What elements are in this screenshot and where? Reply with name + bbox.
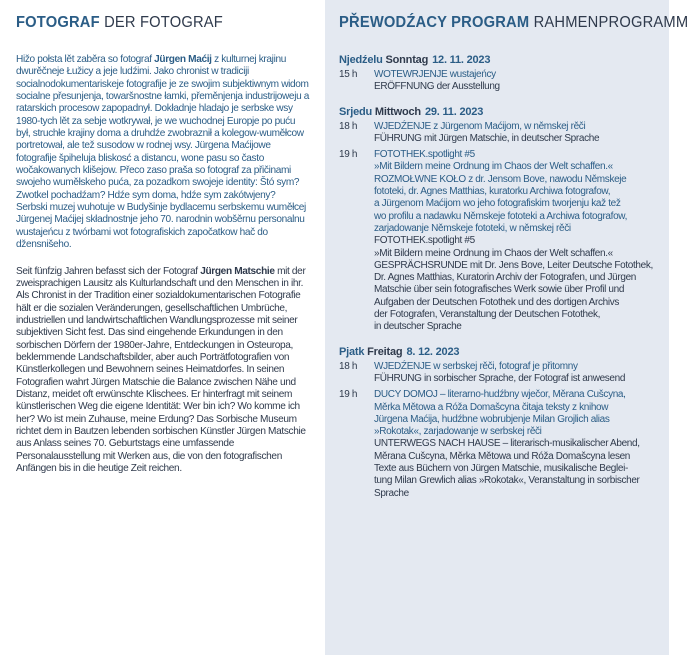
right-title-german: RAHMENPROGRAMM: [533, 14, 688, 31]
event-line-german: ERÖFFNUNG der Ausstellung: [374, 81, 500, 93]
german-text-before: Seit fünfzig Jahren befasst sich der Fotograf: [16, 265, 201, 277]
day-heading: [339, 54, 659, 66]
right-section-title: [339, 14, 688, 32]
event-line-sorbian: Měrka Mětowa a Róža Domašcyna čitaja teksty z knihow: [374, 401, 609, 413]
day-date: 12. 11. 2023: [432, 54, 491, 66]
event-line-sorbian: zarjadowanje Němskeje fototeki, w němskej rěči: [374, 222, 571, 234]
event-line-german: Měrana Cušcyna, Měrka Mětowa und Róža Domašcyna lesen: [374, 450, 631, 462]
program-event: [339, 389, 659, 500]
event-line-german: in deutscher Sprache: [374, 321, 462, 333]
event-line-sorbian: ROZMOŁWNE KOŁO z dr. Jensom Bove, nawodu Němskeje: [374, 173, 627, 185]
event-line-german: FOTOTHEK.spotlight #5: [374, 235, 475, 247]
sorbian-text-after: z kulturnej krajinu dwurěčneje Łužicy a jeje ludźimi. Jako chronist w tradiciji socialnodokumentariskeje fotografije je ze swojim subjektiwnym widom socialne přesunjenja, towaršnostne łamki, přeměnjenja industrijoweju a ratarskich procesow zapopadnył. Dokładnje hladajo je serbske wsy 1980-tych lět za sebje wotkrywał, je we wuchodnej Europje po puću był, struchłe krajiny doma a druhdźe zwobraznił a kolegow-wuměłcow portretował, ale tež susodow w rodnej wsy. Jürgena Maćijowe fotografije špiheluja bliskosć a distancu, wone pasu so často wočakowanych klišejow. Přeco zaso praša so fotograf za přičinami swojeho wuměłskeho puća, za pozadkom swojeje identity: Štó sym? Zwotkel pochadźam? Hdźe sym doma, hdźe sym zakótwjeny?: [16, 54, 310, 201]
day-date: 29. 11. 2023: [424, 105, 484, 118]
event-description: [374, 389, 659, 500]
sorbian-text-before: Hižo połsta lět zaběra so fotograf: [16, 54, 155, 65]
event-line-sorbian: a Jürgenom Maćijom wo jeho fotografiskim tworjenju kaž tež: [374, 198, 621, 210]
event-line-german: Matschie über sein fotografisches Werk sowie über Profil und: [374, 284, 625, 296]
event-line-sorbian: fototeki, dr. Agnes Matthias, kuratorku Archiwa fotografow,: [374, 186, 611, 198]
left-title-german: DER FOTOGRAF: [104, 14, 223, 31]
german-text-after: mit der zweisprachigen Lausitz als Kulturlandschaft und den Menschen in ihr. Als Chronist in der Tradition einer sozialdokumentarischen Fotografie hält er die sozialen Veränderungen, gesellschaftlichen Umbrüche, industriellen und landwirtschaftlichen Wandlungsprozesse mit seiner subjektiven Sicht fest. Das sind eingehende Erkundungen in den sorbischen Dörfern der 1980er-Jahre, Entdeckungen in Osteuropa, beklemmende Landschaftsbilder, aber auch Porträtfotografien von Künstlerkollegen und Bewohnern seines Heimatdorfes. In seinen Fotografien wahrt Jürgen Matschie die Balance zwischen Nähe und Distanz, meidet oft erwünschte Klischees. Er hinterfragt mit seinem künstlerischen Weg die eigene Identität: Wer bin ich? Wo komme ich her? Wo ist mein Zuhause, meine Erdung? Das Sorbische Museum richtet dem in Bautzen lebenden sorbischen Künstler Jürgen Matschie aus Anlass seines 70. Geburtstags eine umfassende Personalausstellung mit Werken aus, die von den fotografischen Anfängen bis in die heutige Zeit reichen.: [16, 265, 306, 474]
event-line-sorbian: »Mit Bildern meine Ordnung im Chaos der Welt schaffen.«: [374, 161, 613, 173]
sorbian-photographer-name: Jürgen Maćij: [154, 54, 212, 65]
event-time: 18 h: [339, 120, 358, 132]
day-name-sorbian: Pjatk: [339, 345, 365, 358]
event-time: 19 h: [339, 149, 358, 161]
event-line-sorbian: wo profilu a nadawku Němskeje fototeki a Archiwa fotografow,: [374, 210, 628, 222]
event-line-sorbian: DUCY DOMOJ – literarno-hudźbny wječor, Měrana Cušcyna,: [374, 389, 626, 401]
event-line-sorbian: Jürgena Maćija, hudźbne wobrubjenje Milan Grojlich alias: [374, 413, 610, 425]
event-description: [374, 121, 659, 146]
left-section-title: [16, 14, 287, 32]
event-description: [374, 69, 659, 94]
event-line-german: der Fotografen, Veranstaltung der Deutschen Fotothek,: [374, 309, 601, 321]
program-event: [339, 361, 659, 386]
german-photographer-name: Jürgen Matschie: [200, 265, 275, 277]
day-date: 8. 12. 2023: [406, 345, 460, 358]
event-line-sorbian: WOTEWRJENJE wustajeńcy: [374, 69, 496, 80]
right-column: [325, 0, 688, 655]
program-event: [339, 121, 659, 146]
day-heading: [339, 106, 659, 118]
event-line-german: Aufgaben der Deutschen Fotothek und des dortigen Archivs: [374, 296, 620, 308]
program-day: [339, 346, 659, 500]
event-description: [374, 149, 659, 333]
event-time: 19 h: [339, 389, 358, 401]
left-title-sorbian: FOTOGRAF: [16, 14, 100, 31]
event-line-sorbian: WJEDŹENJE w serbskej rěči, fotograf je přitomny: [374, 360, 578, 372]
left-column: [0, 0, 325, 655]
program-day: [339, 54, 659, 94]
day-heading: [339, 346, 659, 358]
sorbian-text-museum: Serbski muzej wuhotuje w Budyšinje bydlacemu serbskemu wuměłcej Jürgenej Maćijej składnostnje jeho 70. narodnin wobšěrnu personalnu wustajeńcu z twórbami wot fotografiskich započatkow hač do džensnišeho.: [16, 202, 306, 251]
event-line-sorbian: FOTOTHEK.spotlight #5: [374, 149, 475, 161]
day-name-sorbian: Njedźelu: [339, 54, 383, 66]
event-line-german: Sprache: [374, 487, 409, 499]
event-line-german: Dr. Agnes Matthias, Kuratorin Archiv der Fotografen, und Jürgen: [374, 272, 636, 284]
program-day: [339, 106, 659, 334]
event-line-german: UNTERWEGS NACH HAUSE – literarisch-musikalischer Abend,: [374, 438, 640, 450]
program-list: [339, 54, 659, 500]
sorbian-paragraph: [16, 54, 311, 252]
event-line-german: Texte aus Büchern von Jürgen Matschie, musikalische Beglei-: [374, 463, 628, 475]
event-line-german: GESPRÄCHSRUNDE mit Dr. Jens Bove, Leiter Deutsche Fotothek,: [374, 259, 653, 271]
event-description: [374, 361, 659, 386]
event-time: 15 h: [339, 69, 358, 80]
event-line-german: FÜHRUNG mit Jürgen Matschie, in deutscher Sprache: [374, 132, 600, 144]
day-name-german: Sonntag: [385, 54, 429, 66]
german-paragraph: [16, 266, 311, 476]
day-name-german: Freitag: [367, 345, 403, 358]
program-event: [339, 69, 659, 94]
program-event: [339, 149, 659, 333]
event-line-sorbian: »Rokotak«, zarjadowanje w serbskej rěči: [374, 426, 542, 438]
event-line-german: FÜHRUNG in sorbischer Sprache, der Fotograf ist anwesend: [374, 372, 626, 384]
event-line-sorbian: WJEDŹENJE z Jürgenom Maćijom, w němskej rěči: [374, 120, 586, 132]
right-title-sorbian: PŘEWODŹACY PROGRAM: [339, 14, 530, 31]
event-line-german: »Mit Bildern meine Ordnung im Chaos der Welt schaffen.«: [374, 247, 613, 259]
event-line-german: tung Milan Grewlich alias »Rokotak«, Veranstaltung in sorbischer: [374, 475, 640, 487]
day-name-sorbian: Srjedu: [339, 105, 373, 118]
event-time: 18 h: [339, 360, 358, 372]
day-name-german: Mittwoch: [374, 105, 421, 118]
